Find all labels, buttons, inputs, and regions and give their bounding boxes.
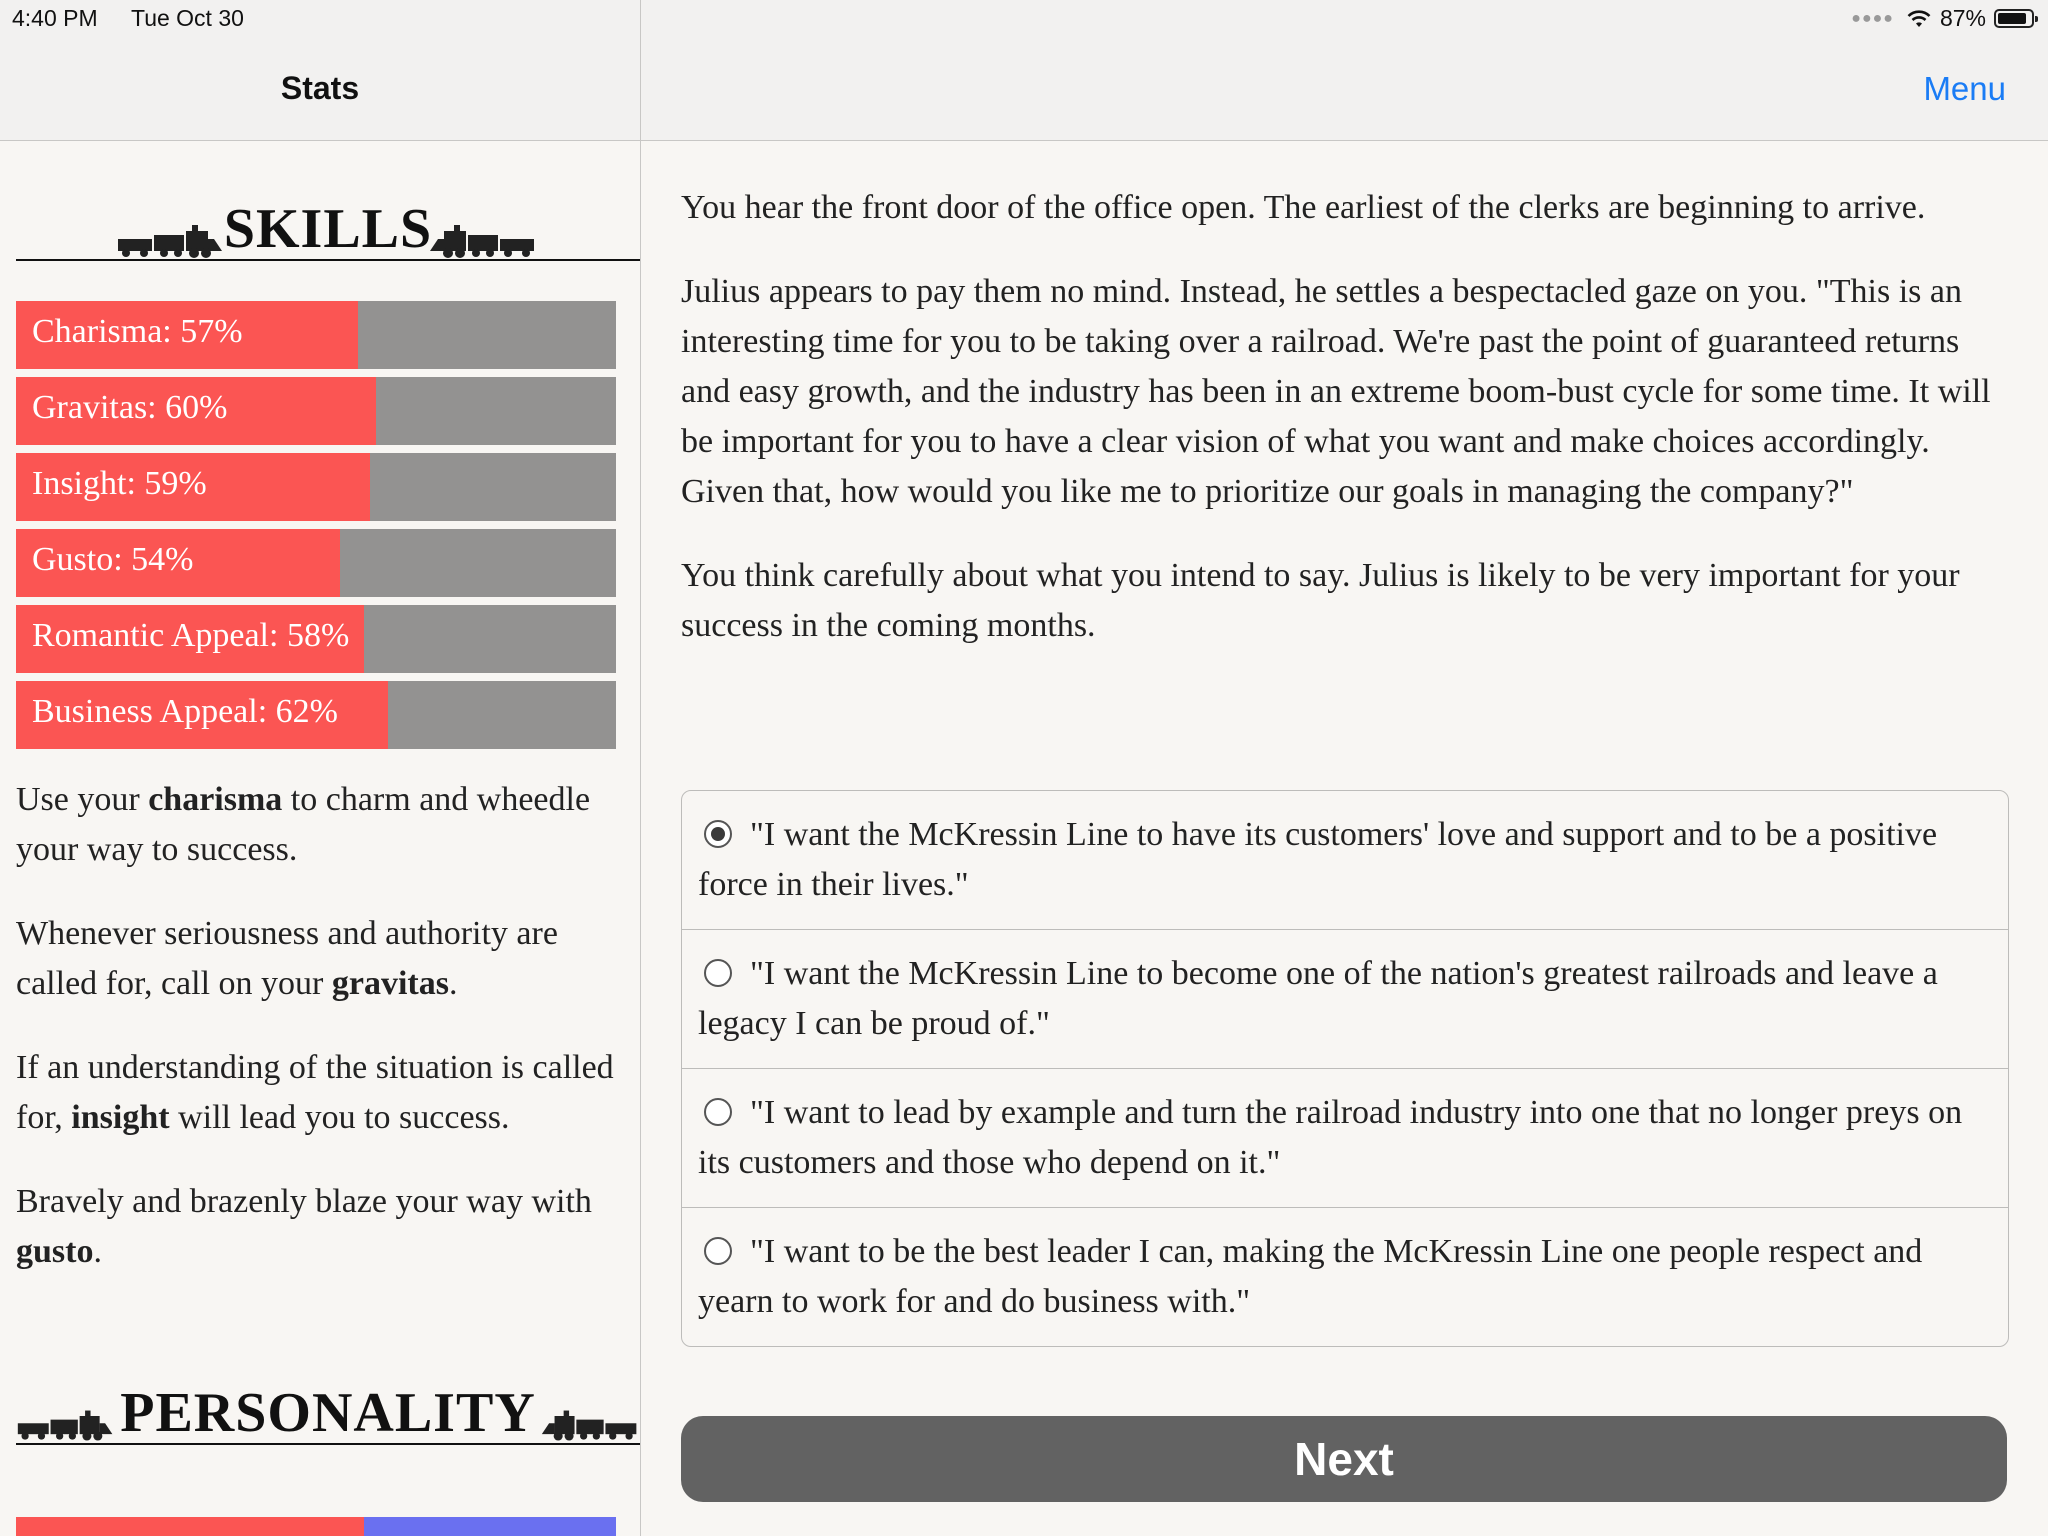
gusto-description: Bravely and brazenly blaze your way with gusto.: [16, 1183, 592, 1270]
skill-bar-insight: [16, 453, 616, 521]
train-right-icon: [540, 1409, 640, 1443]
skill-label-gusto: Gusto: 54%: [32, 541, 194, 578]
wifi-icon: [1906, 9, 1932, 29]
personality-bar-left: [16, 1517, 364, 1536]
personality-heading: PERSONALITY: [120, 1382, 536, 1444]
choice-option-1[interactable]: [682, 791, 2008, 929]
choice-option-2[interactable]: [682, 929, 2008, 1068]
skill-label-romantic-appeal: Romantic Appeal: 58%: [32, 617, 350, 654]
radio-button[interactable]: [704, 959, 732, 987]
insight-description: If an understanding of the situation is called for, insight will lead you to success.: [16, 1049, 614, 1136]
personality-bar-right: [364, 1517, 616, 1536]
skill-bar-charisma: [16, 301, 616, 369]
charisma-description: Use your charisma to charm and wheedle your way to success.: [16, 781, 591, 868]
skill-bar-gusto: [16, 529, 616, 597]
battery-fill: [1998, 13, 2026, 24]
skill-bar-business-appeal: [16, 681, 616, 749]
skill-bar-romantic-appeal: [16, 605, 616, 673]
skills-heading: SKILLS: [223, 198, 433, 260]
personality-bar: [16, 1517, 616, 1536]
choice-text: "I want the McKressin Line to have its customers' love and support and to be a positive force in their lives.": [698, 816, 1938, 903]
menu-button[interactable]: Menu: [1923, 70, 2006, 107]
radio-button[interactable]: [704, 1098, 732, 1126]
choice-list: [681, 790, 2009, 1347]
personality-header: [16, 1369, 640, 1459]
skill-label-insight: Insight: 59%: [32, 465, 207, 502]
battery-icon: [1994, 9, 2034, 28]
battery-percent: 87%: [1939, 5, 1986, 31]
status-time: 4:40 PM: [12, 5, 98, 31]
story-paragraph: Julius appears to pay them no mind. Instead, he settles a bespectacled gaze on you. "This is an interesting time for you to be taking over a railroad. We're past the point of guaranteed returns and easy growth, and the industry has been in an extreme boom-bust cycle for some time. It will be important for you to have a clear vision of what you want and make choices accordingly. Given that, how would you like me to prioritize our goals in managing the company?": [681, 273, 1991, 510]
status-bar: [0, 0, 2048, 40]
choice-option-4[interactable]: [682, 1207, 2008, 1346]
skill-label-business-appeal: Business Appeal: 62%: [32, 693, 338, 730]
stats-sidebar[interactable]: [0, 141, 640, 1536]
split-divider: [640, 0, 641, 1536]
skill-bar-gravitas: [16, 377, 616, 445]
radio-button[interactable]: [704, 820, 732, 848]
skill-label-gravitas: Gravitas: 60%: [32, 389, 228, 426]
next-button[interactable]: Next: [681, 1416, 2007, 1502]
choice-text: "I want the McKressin Line to become one of the nation's greatest railroads and leave a legacy I can be proud of.": [698, 955, 1938, 1042]
skills-header: [16, 185, 640, 275]
stats-title: Stats: [280, 70, 360, 106]
cellular-signal-icon: ●●●●: [1851, 9, 1894, 27]
gravitas-description: Whenever seriousness and authority are called for, call on your gravitas.: [16, 915, 558, 1002]
choice-option-3[interactable]: [682, 1068, 2008, 1207]
story-text: [681, 183, 2011, 685]
radio-button[interactable]: [704, 1237, 732, 1265]
story-paragraph: You hear the front door of the office open. The earliest of the clerks are beginning to arrive.: [681, 189, 1926, 226]
choice-text: "I want to be the best leader I can, making the McKressin Line one people respect and yearn to work for and do business with.": [698, 1233, 1923, 1320]
skill-descriptions: [16, 775, 626, 1277]
status-date: Tue Oct 30: [131, 5, 244, 31]
train-right-icon: [428, 225, 538, 259]
choice-text: "I want to lead by example and turn the railroad industry into one that no longer preys on its customers and those who depend on it.": [698, 1094, 1963, 1181]
story-paragraph: You think carefully about what you intend to say. Julius is likely to be very important for your success in the coming months.: [681, 557, 1960, 644]
skill-bars: [16, 301, 616, 749]
skill-label-charisma: Charisma: 57%: [32, 313, 243, 350]
